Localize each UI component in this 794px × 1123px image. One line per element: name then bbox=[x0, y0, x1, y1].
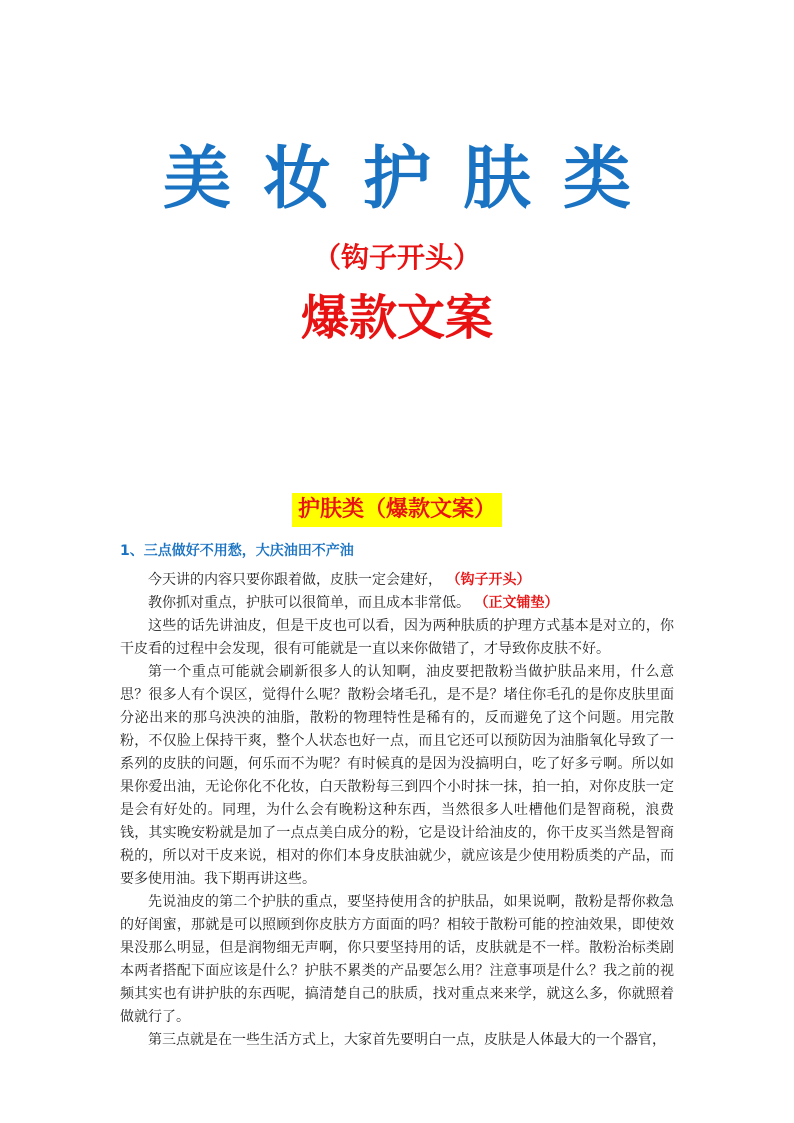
paragraph: 第一个重点可能就会刷新很多人的认知啊，油皮要把散粉当做护肤品来用，什么意思？很多人有个误区，觉得什么呢？散粉会堵毛孔，是不是？堵住你毛孔的是你皮肤里面分泌出来的那乌泱泱的油脂，散粉的物理特性是稀有的，反而避免了这个问题。用完散粉，不仅脸上保持干爽，整个人状态也好一点，而且它还可以预防因为油脂氧化导致了一系列的皮肤的问题，何乐而不为呢？有时候真的是因为没搞明白，吃了好多亏啊。所以如果你爱出油，无论你化不化妆，白天散粉每三到四个小时抹一抹，拍一拍，对你皮肤一定是会有好处的。同理，为什么会有晚粉这种东西，当然很多人吐槽他们是智商税，浪费钱，其实晚安粉就是加了一点点美白成分的粉，它是设计给油皮的，你干皮买当然是智商税的，所以对干皮来说，相对的你们本身皮肤油就少，就应该是少使用粉质类的产品，而要多使用油。我下期再讲这些。 bbox=[120, 664, 674, 887]
section-banner-wrap bbox=[0, 493, 794, 527]
setup-tag: （正文铺垫） bbox=[474, 595, 559, 611]
paragraph: 第三点就是在一些生活方式上，大家首先要明白一点，皮肤是人体最大的一个器官， bbox=[148, 1032, 666, 1048]
item-heading: 1、三点做好不用愁，大庆油田不产油 bbox=[120, 543, 354, 559]
hook-tag: （钩子开头） bbox=[446, 572, 531, 588]
hook-subtitle: （钩子开头） bbox=[312, 241, 481, 274]
paragraph-text: 教你抓对重点，护肤可以很简单，而且成本非常低。 bbox=[148, 595, 470, 611]
hit-copy-title: 爆款文案 bbox=[300, 290, 493, 346]
paragraph-text: 今天讲的内容只要你跟着做，皮肤一定会建好， bbox=[148, 572, 442, 588]
paragraph-hook bbox=[120, 569, 674, 592]
section-banner: 护肤类（爆款文案） bbox=[292, 493, 502, 527]
body-text bbox=[120, 569, 674, 1052]
paragraph: 先说油皮的第二个护肤的重点，要坚持使用含的护肤品，如果说啊，散粉是帮你救急的好闺蜜，那就是可以照顾到你皮肤方方面面的吗？相较于散粉可能的控油效果，即使效果没那么明显，但是润物细无声啊，你只要坚持用的话，皮肤就是不一样。散粉治标类剧本两者搭配下面应该是什么？护肤不累类的产品要怎么用？注意事项是什么？我之前的视频其实也有讲护肤的东西呢，搞清楚自己的肤质，找对重点来来学，就这么多，你就照着做就行了。 bbox=[120, 894, 674, 1025]
main-title: 美妆护肤类 bbox=[162, 140, 663, 219]
paragraph: 这些的话先讲油皮，但是干皮也可以看，因为两种肤质的护理方式基本是对立的，你干皮看的过程中会发现，很有可能就是一直以来你做错了，才导致你皮肤不好。 bbox=[120, 618, 674, 657]
paragraph-setup bbox=[120, 592, 674, 615]
